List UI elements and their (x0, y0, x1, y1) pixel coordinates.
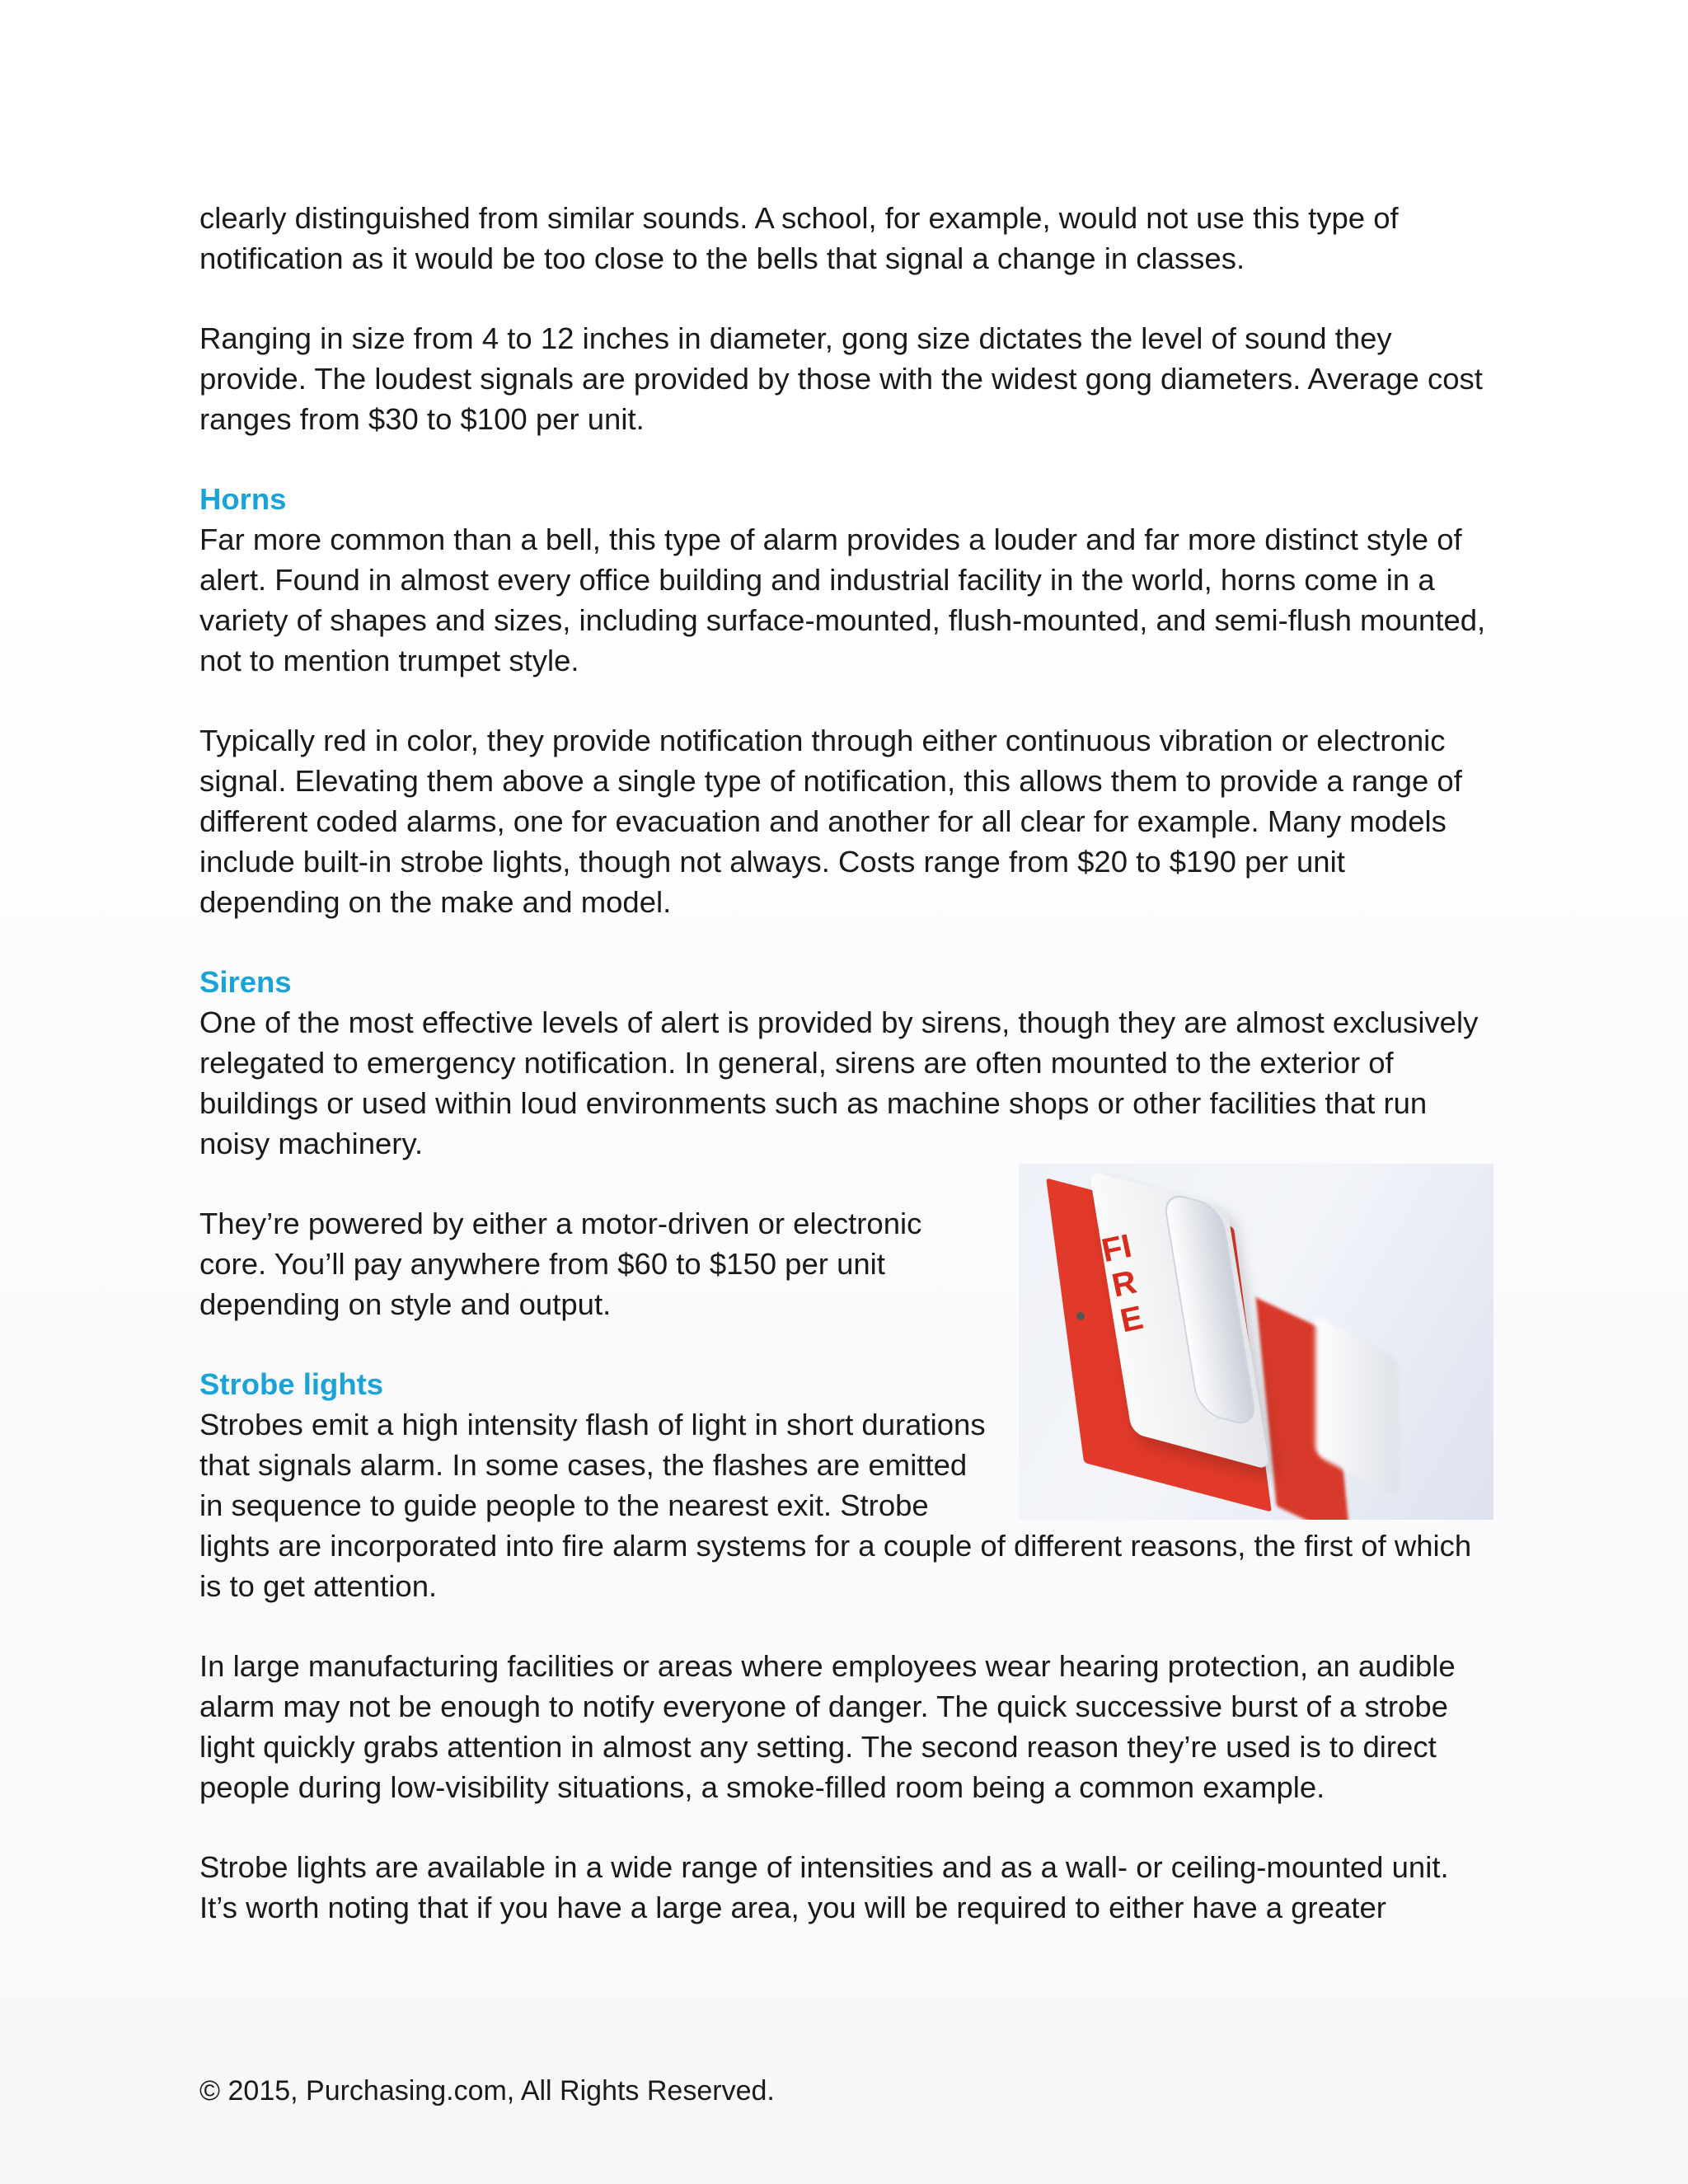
paragraph: Strobe lights are available in a wide range of intensities and as a wall- or ceiling-mounted unit. It’s worth noting that if you have a large area, you will be required to either have a greater (199, 1850, 1449, 1924)
copyright-footer: © 2015, Purchasing.com, All Rights Reserved. (199, 2075, 775, 2107)
fire-alarm-photo (1019, 1164, 1493, 1520)
mounting-screw (1076, 1312, 1085, 1320)
section-heading-horns: Horns (199, 482, 287, 516)
paragraph: Strobes emit a high intensity flash of light in short durations that signals alarm. In some cases, the flashes are emitted in sequence to guide people to the nearest exit. Strobe lights are incorporated into fire alarm systems for a couple of different reasons, the first of which is to get attention. (199, 1408, 1472, 1603)
fire-label: FIRE (1098, 1227, 1146, 1340)
paragraph: Ranging in size from 4 to 12 inches in diameter, gong size dictates the level of sound they provide. The loudest signals are provided by those with the widest gong diameters. Average cost ranges from $30 to $100 per unit. (199, 321, 1483, 436)
paragraph: Typically red in color, they provide notification through either continuous vibration or electronic signal. Elevating them above a single type of notification, this allows them to provide a range of different coded alarms, one for evacuation and another for all clear for example. Many models include built-in strobe lights, though not always. Costs range from $20 to $190 per unit depending on the make and model. (199, 724, 1462, 919)
paragraph: They’re powered by either a motor-driven or electronic core. You’ll pay anywhere from $60 to $150 per unit depending on style and output. (199, 1207, 922, 1321)
paragraph: In large manufacturing facilities or areas where employees wear hearing protection, an audible alarm may not be enough to notify everyone of danger. The quick successive burst of a strobe light quickly grabs attention in almost any setting. The second reason they’re used is to direct people during low-visibility situations, a smoke-filled room being a common example. (199, 1649, 1456, 1804)
section-heading-strobe-lights: Strobe lights (199, 1367, 384, 1401)
page-content (199, 198, 1493, 1967)
paragraph: Far more common than a bell, this type of alarm provides a louder and far more distinct style of alert. Found in almost every office building and industrial facility in the world, horns come in a variety of shapes and sizes, including surface-mounted, flush-mounted, and semi-flush mounted, not to mention trumpet style. (199, 523, 1486, 677)
section-heading-sirens: Sirens (199, 965, 292, 999)
paragraph: One of the most effective levels of alert is provided by sirens, though they are almost exclusively relegated to emergency notification. In general, sirens are often mounted to the exterior of buildings or used within loud environments such as machine shops or other facilities that run noisy machinery. (199, 1005, 1479, 1160)
paragraph: clearly distinguished from similar sounds. A school, for example, would not use this type of notification as it would be too close to the bells that signal a change in classes. (199, 201, 1399, 275)
